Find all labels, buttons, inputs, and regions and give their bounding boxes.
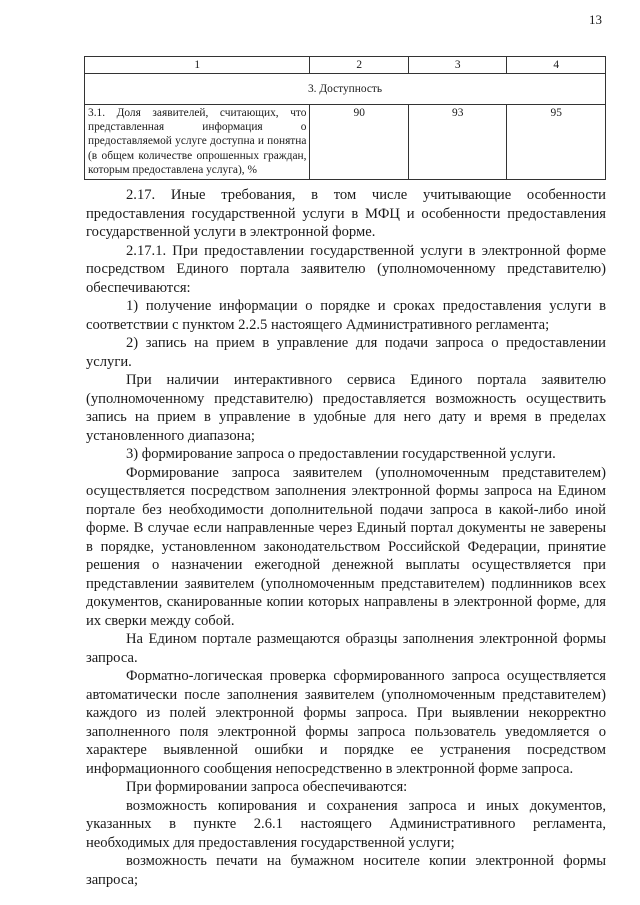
header-cell-4: 4 [507, 57, 606, 74]
paragraph-print: возможность печати на бумажном носителе копии электронной формы запроса; [86, 853, 606, 888]
paragraph-ensured: При формировании запроса обеспечиваются: [126, 779, 408, 795]
header-cell-1: 1 [85, 57, 310, 74]
paragraph-samples: На Едином портале размещаются образцы заполнения электронной формы запроса. [86, 631, 606, 666]
table-header-row [85, 57, 606, 74]
value-cell-3: 93 [408, 105, 507, 180]
page-number: 13 [589, 12, 602, 27]
paragraph-request-formation: Формирование запроса заявителем (уполномоченным представителем) осуществляется посредством заполнения электронной формы запроса на Едином портале без необходимости дополнительной подачи запроса в какой-либо иной форме. В случае если направленные через Единый портал документы не заверены в порядке, установленном законодательством Российской Федерации, принятие решения о назначении ежегодной денежной выплаты осуществляется при представлении заявителем (уполномоченным представителем) подлинников всех документов, сканированные копии которых направлены в электронной форме, для их сверки между собой. [86, 464, 606, 629]
indicators-table [84, 56, 606, 180]
paragraph-copy-save: возможность копирования и сохранения запроса и иных документов, указанных в пункте 2.6.1 настоящего Административного регламента, необходимых для предоставления государственной услуги; [86, 797, 606, 851]
paragraph-2-17: 2.17. Иные требования, в том числе учитывающие особенности предоставления государственной услуги в МФЦ и особенности предоставления государственной услуги в электронной форме. [86, 187, 606, 240]
table-row [85, 105, 606, 180]
indicator-description: 3.1. Доля заявителей, считающих, что представленная информация о предоставляемой услуге доступна и понятна (в общем количестве опрошенных граждан, которым предоставлена услуга), % [85, 105, 310, 180]
paragraph-item-3: 3) формирование запроса о предоставлении государственной услуги. [126, 446, 556, 462]
section-title: 3. Доступность [85, 74, 606, 105]
value-cell-2: 90 [310, 105, 409, 180]
paragraph-validation: Форматно-логическая проверка сформированного запроса осуществляется автоматически после заполнения заявителем (уполномоченным представителем) каждого из полей электронной формы запроса. При выявлении некорректно заполненного поля электронной формы запроса пользователь уведомляется о характере выявленной ошибки и порядке ее устранения посредством информационного сообщения непосредственно в электронной форме запроса. [86, 668, 606, 777]
paragraph-interactive-service: При наличии интерактивного сервиса Единого портала заявителю (уполномоченному представителю) предоставляется возможность осуществить запись на прием в управление в удобные для него дату и время в пределах установленного диапазона; [86, 372, 606, 444]
header-cell-3: 3 [408, 57, 507, 74]
paragraph-item-1: 1) получение информации о порядке и сроках предоставления услуги в соответствии с пунктом 2.2.5 настоящего Административного регламента; [86, 298, 606, 333]
header-cell-2: 2 [310, 57, 409, 74]
document-body [86, 186, 606, 889]
paragraph-item-2: 2) запись на прием в управление для подачи запроса о предоставлении услуги. [86, 335, 606, 370]
paragraph-2-17-1: 2.17.1. При предоставлении государственной услуги в электронной форме посредством Единого портала заявителю (уполномоченному представителю) обеспечиваются: [86, 242, 606, 296]
value-cell-4: 95 [507, 105, 606, 180]
section-row [85, 74, 606, 105]
